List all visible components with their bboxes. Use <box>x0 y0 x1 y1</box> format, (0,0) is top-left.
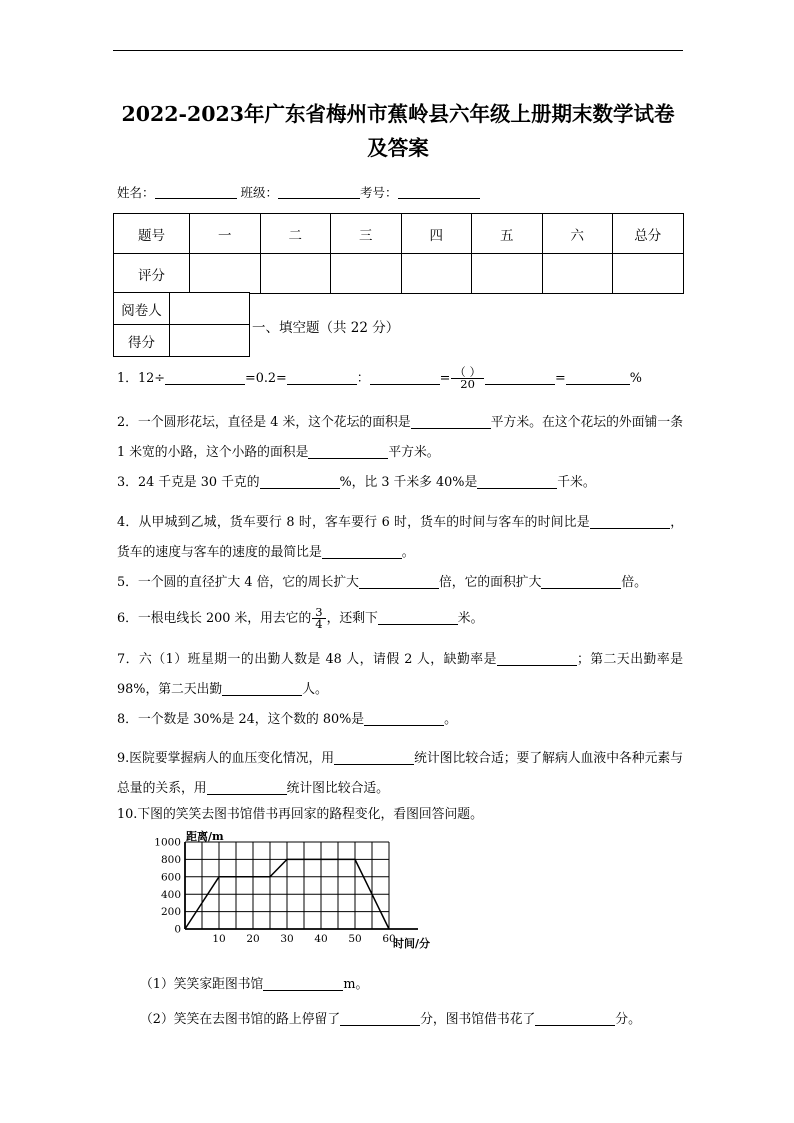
question-1-text-b: =0.2= <box>244 371 287 386</box>
sub-question-1-text-b: m。 <box>343 977 369 992</box>
student-id-line <box>117 183 480 201</box>
sub-question-2-text-c: 分。 <box>615 1012 641 1027</box>
question-2-text-a: 一个圆形花坛，直径是 4 米，这个花坛的面积是 <box>137 415 411 430</box>
svg-text:200: 200 <box>160 906 181 919</box>
score-cell-2[interactable] <box>260 254 331 294</box>
chart-y-axis-label: 距离/m <box>186 830 224 843</box>
column-header-5: 五 <box>472 214 543 254</box>
question-9-text-b: 统计图比较合适；要了解病人血液中各种元素与总量的关系，用 <box>117 751 684 796</box>
svg-text:400: 400 <box>160 888 181 901</box>
question-6-fraction <box>312 604 325 631</box>
section-score-label: 得分 <box>114 325 170 357</box>
question-3 <box>117 468 683 498</box>
svg-text:50: 50 <box>348 933 362 945</box>
column-header-3: 三 <box>331 214 402 254</box>
page-title-line1: 2022-2023年广东省梅州市蕉岭县六年级上册期末数学试卷 <box>121 102 675 126</box>
question-6-blank-1[interactable] <box>378 610 458 625</box>
score-cell-5[interactable] <box>472 254 543 294</box>
chart-x-axis-label: 时间/分 <box>393 937 431 950</box>
question-7-number: 7． <box>117 652 139 667</box>
question-3-text-a: 24 千克是 30 千克的 <box>137 475 260 490</box>
question-4-text-c: 。 <box>401 545 415 560</box>
question-8 <box>117 705 683 735</box>
column-header-total: 总分 <box>613 214 684 254</box>
question-9-number: 9. <box>117 751 130 766</box>
column-header-4: 四 <box>401 214 472 254</box>
question-7-blank-1[interactable] <box>497 651 577 666</box>
svg-text:0: 0 <box>174 923 181 936</box>
sub-question-2-blank-2[interactable] <box>535 1011 615 1026</box>
question-8-number: 8． <box>117 712 138 727</box>
row-label-score: 评分 <box>114 254 190 294</box>
sub-question-2 <box>140 1005 683 1035</box>
question-2-blank-2[interactable] <box>308 444 388 459</box>
name-label: 姓名： <box>117 185 155 200</box>
svg-text:60: 60 <box>382 933 396 945</box>
question-1-number: 1． <box>117 371 138 386</box>
question-5-text-b: 倍，它的面积扩大 <box>438 575 542 590</box>
page-title <box>113 97 683 165</box>
question-4-blank-2[interactable] <box>322 544 402 559</box>
question-6-fraction-denominator: 4 <box>312 618 325 631</box>
question-6-text-a: 一根电线长 200 米，用去它的 <box>137 611 312 626</box>
question-8-text-b: 。 <box>444 712 457 727</box>
question-9-blank-2[interactable] <box>207 780 287 795</box>
question-1-blank-1[interactable] <box>165 370 245 385</box>
question-1 <box>117 364 683 394</box>
header-rule <box>113 50 683 51</box>
question-5-text-a: 一个圆的直径扩大 4 倍，它的周长扩大 <box>137 575 359 590</box>
question-2-number: 2． <box>117 415 138 430</box>
name-input-blank[interactable] <box>155 185 237 199</box>
question-7 <box>117 645 683 705</box>
question-1-text-f: % <box>629 371 642 386</box>
question-6-fraction-numerator: 3 <box>315 604 323 619</box>
question-2-blank-1[interactable] <box>411 414 491 429</box>
sub-question-2-blank-1[interactable] <box>340 1011 420 1026</box>
question-3-number: 3． <box>117 475 138 490</box>
chart-svg <box>140 828 440 953</box>
svg-text:800: 800 <box>160 854 181 866</box>
question-9-text-c: 统计图比较合适。 <box>286 781 389 796</box>
question-9-blank-1[interactable] <box>334 750 414 765</box>
question-1-fraction-numerator: （ ） <box>454 364 481 379</box>
column-header-6: 六 <box>542 214 613 254</box>
sub-question-2-number: （2） <box>140 1012 174 1027</box>
exam-number-input-blank[interactable] <box>398 185 480 199</box>
section-score-value-cell[interactable] <box>170 325 250 357</box>
score-cell-1[interactable] <box>190 254 261 294</box>
page-title-line2: 及答案 <box>367 136 429 160</box>
svg-text:30: 30 <box>280 933 294 945</box>
reviewer-box <box>113 292 250 357</box>
score-cell-6[interactable] <box>542 254 613 294</box>
question-1-fraction <box>451 364 484 391</box>
column-header-1: 一 <box>190 214 261 254</box>
question-4-number: 4． <box>117 515 139 530</box>
question-7-text-c: 人。 <box>302 682 328 697</box>
question-3-text-c: 千米。 <box>557 475 596 490</box>
sub-question-1-text-a: 笑笑家距图书馆 <box>173 977 264 992</box>
exam-number-label: 考号： <box>360 185 398 200</box>
question-10-text-a: 下图的笑笑去图书馆借书再回家的路程变化，看图回答问题。 <box>137 807 483 822</box>
question-1-text-d: = <box>439 371 451 386</box>
question-6-number: 6． <box>117 611 138 626</box>
question-2-text-b: 平方米。在这个花坛的外面铺一条 1 米宽的小路，这个小路的面积是 <box>117 415 683 460</box>
svg-text:600: 600 <box>160 871 181 884</box>
question-7-text-a: 六（1）班星期一的出勤人数是 48 人，请假 2 人，缺勤率是 <box>139 652 497 667</box>
question-4-blank-1[interactable] <box>590 514 670 529</box>
question-1-blank-3[interactable] <box>370 370 440 385</box>
question-7-text-b: ；第二天出勤率是 98%，第二天出勤 <box>117 652 684 697</box>
table-row-scores <box>114 254 684 294</box>
sub-question-1-number: （1） <box>140 977 174 992</box>
sub-question-2-text-a: 笑笑在去图书馆的路上停留了 <box>173 1012 341 1027</box>
reviewer-value-cell[interactable] <box>170 293 250 325</box>
question-10 <box>117 800 683 830</box>
question-4-text-a: 从甲城到乙城，货车要行 8 时，客车要行 6 时，货车的时间与客车的时间比是 <box>138 515 590 530</box>
distance-time-line-chart <box>140 828 440 957</box>
reviewer-label: 阅卷人 <box>114 293 170 325</box>
svg-text:10: 10 <box>212 933 226 945</box>
question-1-blank-5[interactable] <box>566 370 630 385</box>
question-5-text-c: 倍。 <box>621 575 647 590</box>
question-1-text-c: ： <box>356 371 370 386</box>
question-1-text-e: = <box>554 371 566 386</box>
question-2-text-c: 平方米。 <box>388 445 440 460</box>
score-cell-3[interactable] <box>331 254 402 294</box>
question-1-blank-2[interactable] <box>287 370 357 385</box>
class-label: 班级： <box>240 185 279 200</box>
sub-question-1 <box>140 970 683 1000</box>
question-6 <box>117 604 683 634</box>
question-4-text-b: ，货车的速度与客车的速度的最简比是 <box>117 515 683 560</box>
question-5-blank-1[interactable] <box>359 574 439 589</box>
question-8-blank-1[interactable] <box>364 711 444 726</box>
question-1-fraction-denominator: 20 <box>451 378 484 391</box>
question-5 <box>117 568 683 598</box>
question-2 <box>117 408 683 468</box>
chart-gridlines <box>185 842 389 929</box>
svg-text:40: 40 <box>314 933 328 945</box>
question-4 <box>117 508 683 568</box>
score-cell-total[interactable] <box>613 254 684 294</box>
question-9 <box>117 744 683 804</box>
sub-question-1-blank[interactable] <box>263 976 343 991</box>
svg-text:20: 20 <box>246 933 260 945</box>
question-10-number: 10. <box>117 807 138 822</box>
question-5-blank-2[interactable] <box>541 574 621 589</box>
reviewer-row <box>114 293 250 325</box>
row-label-question-number: 题号 <box>114 214 190 254</box>
question-6-text-c: 米。 <box>457 611 484 626</box>
question-5-number: 5． <box>117 575 138 590</box>
question-9-text-a: 医院要掌握病人的血压变化情况，用 <box>129 751 335 766</box>
sub-question-2-text-b: 分，图书馆借书花了 <box>420 1012 536 1027</box>
section-heading: 一、填空题（共 22 分） <box>252 320 400 336</box>
question-3-text-b: %，比 3 千米多 40%是 <box>339 475 478 490</box>
score-cell-4[interactable] <box>401 254 472 294</box>
table-row-question-numbers <box>114 214 684 254</box>
column-header-2: 二 <box>260 214 331 254</box>
question-3-blank-2[interactable] <box>477 474 557 489</box>
svg-text:1000: 1000 <box>154 836 181 849</box>
question-3-blank-1[interactable] <box>260 474 340 489</box>
question-1-text-a: 12÷ <box>137 371 165 386</box>
question-6-text-b: ，还剩下 <box>326 611 378 626</box>
question-8-text-a: 一个数是 30%是 24，这个数的 80%是 <box>137 712 365 727</box>
score-table <box>113 213 684 294</box>
class-input-blank[interactable] <box>278 185 360 199</box>
question-7-blank-2[interactable] <box>222 681 302 696</box>
question-1-blank-4[interactable] <box>485 370 555 385</box>
section-score-row <box>114 325 250 357</box>
